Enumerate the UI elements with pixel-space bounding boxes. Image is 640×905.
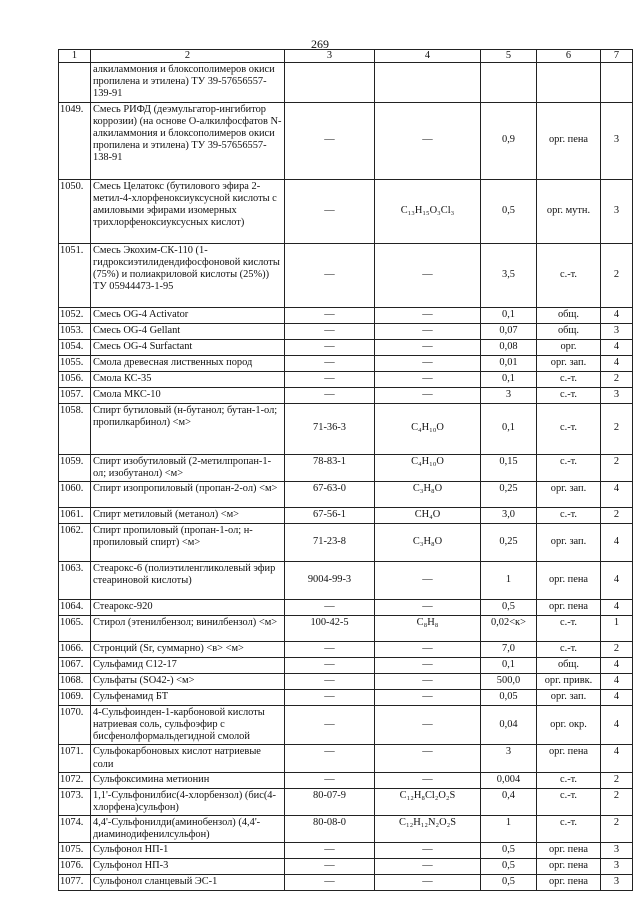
cas-number: — [285, 599, 375, 615]
hazard-class [601, 63, 633, 103]
hazard-class: 2 [601, 454, 633, 481]
cas-number: — [285, 673, 375, 689]
entry-number: 1049. [59, 102, 91, 179]
entry-number: 1059. [59, 454, 91, 481]
substance-name: 1,1'-Сульфонилбис(4-хлорбензол) (бис(4-хлорфена)сульфон) [91, 788, 285, 815]
hazard-class: 2 [601, 788, 633, 815]
chemical-formula: C₃H₈O [375, 523, 481, 561]
cas-number: 71-23-8 [285, 523, 375, 561]
hazard-class: 3 [601, 387, 633, 403]
cas-number: — [285, 657, 375, 673]
cas-number: — [285, 179, 375, 243]
page-number: 269 [311, 37, 329, 51]
entry-number: 1052. [59, 307, 91, 323]
hazard-class: 2 [601, 371, 633, 387]
chemical-formula: — [375, 599, 481, 615]
hazard-class: 4 [601, 355, 633, 371]
chemical-formula: — [375, 875, 481, 891]
entry-number: 1070. [59, 705, 91, 745]
substance-name: Смесь РИФД (деэмульгатор-ингибитор коррозии) (на основе О-алкилфосфатов N-алкиламмония и блоксополимеров окиси пропилена и этилена) ТУ 39-57656557-138-91 [91, 102, 285, 179]
concentration-value: 0,02<к> [481, 615, 537, 641]
hazard-indicator: с.-т. [537, 371, 601, 387]
entry-number: 1068. [59, 673, 91, 689]
entry-number: 1066. [59, 641, 91, 657]
hazard-class: 4 [601, 689, 633, 705]
entry-number: 1072. [59, 772, 91, 788]
cas-number: — [285, 705, 375, 745]
concentration-value: 0,25 [481, 481, 537, 507]
substance-name: Сульфокарбоновых кислот натриевые соли [91, 745, 285, 772]
entry-number: 1077. [59, 875, 91, 891]
hazard-indicator: орг. пена [537, 561, 601, 599]
cas-number: 80-08-0 [285, 816, 375, 843]
entry-number: 1076. [59, 859, 91, 875]
hazard-class: 4 [601, 307, 633, 323]
hazard-indicator: орг. пена [537, 859, 601, 875]
hazard-indicator: с.-т. [537, 615, 601, 641]
table-row [59, 243, 633, 307]
substance-name: Спирт изобутиловый (2-метилпропан-1-ол; изобутанол) <м> [91, 454, 285, 481]
table-row [59, 705, 633, 745]
chemical-formula: C₁₃H₁₅O₃Cl₃ [375, 179, 481, 243]
cas-number: — [285, 355, 375, 371]
hazard-indicator: орг. зап. [537, 523, 601, 561]
chemical-formula: — [375, 371, 481, 387]
concentration-value: 1 [481, 561, 537, 599]
table-row [59, 657, 633, 673]
table-row [59, 63, 633, 103]
table-row [59, 689, 633, 705]
substance-name: Сульфонол сланцевый ЭС-1 [91, 875, 285, 891]
concentration-value: 0,1 [481, 403, 537, 454]
cas-number: — [285, 859, 375, 875]
chemical-formula: CH₄O [375, 507, 481, 523]
header-col-7: 7 [601, 50, 633, 63]
chemical-formula: C₁₂H₁₂N₂O₂S [375, 816, 481, 843]
hazard-indicator: общ. [537, 657, 601, 673]
chemical-formula: — [375, 641, 481, 657]
table-row [59, 772, 633, 788]
table-row [59, 454, 633, 481]
table-row [59, 561, 633, 599]
table-row [59, 875, 633, 891]
entry-number: 1054. [59, 339, 91, 355]
table-row [59, 843, 633, 859]
entry-number: 1060. [59, 481, 91, 507]
table-row [59, 179, 633, 243]
chemical-formula: — [375, 102, 481, 179]
cas-number: 71-36-3 [285, 403, 375, 454]
entry-number: 1050. [59, 179, 91, 243]
hazard-class: 4 [601, 599, 633, 615]
hazard-class: 2 [601, 816, 633, 843]
substance-name: Смола МКС-10 [91, 387, 285, 403]
hazard-indicator: с.-т. [537, 788, 601, 815]
table-row [59, 403, 633, 454]
concentration-value: 0,5 [481, 599, 537, 615]
chemical-formula: — [375, 355, 481, 371]
concentration-value: 0,5 [481, 875, 537, 891]
header-col-3: 3 [285, 50, 375, 63]
hazard-indicator: с.-т. [537, 641, 601, 657]
table-row [59, 788, 633, 815]
table-row [59, 387, 633, 403]
concentration-value: 0,04 [481, 705, 537, 745]
chemical-formula: C₃H₈O [375, 481, 481, 507]
chemical-formula: — [375, 323, 481, 339]
concentration-value: 3 [481, 387, 537, 403]
table-row [59, 481, 633, 507]
cas-number: — [285, 307, 375, 323]
hazard-class: 4 [601, 561, 633, 599]
header-col-6: 6 [537, 50, 601, 63]
substance-name: Смола КС-35 [91, 371, 285, 387]
hazard-class: 3 [601, 875, 633, 891]
substance-name: Сульфоксимина метионин [91, 772, 285, 788]
substance-name: Спирт изопропиловый (пропан-2-ол) <м> [91, 481, 285, 507]
table-row [59, 507, 633, 523]
chemical-formula: — [375, 859, 481, 875]
substance-name: Сульфаты (SO42-) <м> [91, 673, 285, 689]
substance-name: Сульфонол НП-1 [91, 843, 285, 859]
substance-name: Стронций (Sr, суммарно) <в> <м> [91, 641, 285, 657]
substance-name: Спирт бутиловый (н-бутанол; бутан-1-ол; пропилкарбинол) <м> [91, 403, 285, 454]
table-header-row [59, 50, 633, 63]
cas-number: — [285, 387, 375, 403]
hazard-indicator: с.-т. [537, 816, 601, 843]
entry-number: 1058. [59, 403, 91, 454]
cas-number: 80-07-9 [285, 788, 375, 815]
cas-number: — [285, 243, 375, 307]
cas-number: 67-56-1 [285, 507, 375, 523]
hazard-class: 3 [601, 859, 633, 875]
hazard-class: 4 [601, 481, 633, 507]
concentration-value: 3,0 [481, 507, 537, 523]
substance-name: 4-Сульфоинден-1-карбоновой кислоты натриевая соль, сульфоэфир с бисфенолформальдегидной смолой [91, 705, 285, 745]
substance-name: Смола древесная лиственных пород [91, 355, 285, 371]
hazard-class: 2 [601, 403, 633, 454]
substance-name: Смесь OG-4 Gellant [91, 323, 285, 339]
table-row [59, 615, 633, 641]
cas-number [285, 63, 375, 103]
concentration-value: 7,0 [481, 641, 537, 657]
table-row [59, 859, 633, 875]
hazard-indicator: с.-т. [537, 772, 601, 788]
chemical-formula: — [375, 387, 481, 403]
header-col-4: 4 [375, 50, 481, 63]
header-col-5: 5 [481, 50, 537, 63]
cas-number: — [285, 745, 375, 772]
substance-name: Сульфенамид БТ [91, 689, 285, 705]
entry-number: 1061. [59, 507, 91, 523]
header-col-1: 1 [59, 50, 91, 63]
cas-number: 100-42-5 [285, 615, 375, 641]
hazard-class: 2 [601, 641, 633, 657]
concentration-value: 0,15 [481, 454, 537, 481]
concentration-value: 0,5 [481, 843, 537, 859]
hazard-indicator [537, 63, 601, 103]
header-col-2: 2 [91, 50, 285, 63]
hazard-indicator: с.-т. [537, 507, 601, 523]
entry-number: 1053. [59, 323, 91, 339]
concentration-value: 0,1 [481, 657, 537, 673]
entry-number: 1064. [59, 599, 91, 615]
entry-number: 1056. [59, 371, 91, 387]
cas-number: — [285, 102, 375, 179]
entry-number: 1051. [59, 243, 91, 307]
substance-name: Спирт метиловый (метанол) <м> [91, 507, 285, 523]
entry-number: 1074. [59, 816, 91, 843]
entry-number: 1055. [59, 355, 91, 371]
table-row [59, 523, 633, 561]
hazard-class: 4 [601, 705, 633, 745]
hazard-class: 4 [601, 339, 633, 355]
table-row [59, 323, 633, 339]
entry-number: 1073. [59, 788, 91, 815]
substance-name: Смесь OG-4 Activator [91, 307, 285, 323]
chemical-formula: — [375, 243, 481, 307]
hazard-indicator: общ. [537, 323, 601, 339]
concentration-value: 0,004 [481, 772, 537, 788]
substance-name: Смесь Экохим-СК-110 (1-гидроксиэтилидендифосфоновой кислоты (75%) и полиакриловой кислоты (25%)) ТУ 05944473-1-95 [91, 243, 285, 307]
chemical-formula: — [375, 339, 481, 355]
cas-number: 67-63-0 [285, 481, 375, 507]
hazard-indicator: орг. привк. [537, 673, 601, 689]
chemical-formula: C₄H₁₀O [375, 454, 481, 481]
concentration-value: 3 [481, 745, 537, 772]
concentration-value: 3,5 [481, 243, 537, 307]
cas-number: 9004-99-3 [285, 561, 375, 599]
table-row [59, 745, 633, 772]
chemical-formula: — [375, 561, 481, 599]
table-row [59, 339, 633, 355]
concentration-value: 500,0 [481, 673, 537, 689]
hazard-indicator: орг. пена [537, 745, 601, 772]
chemical-formula: — [375, 657, 481, 673]
hazard-indicator: с.-т. [537, 243, 601, 307]
concentration-value: 0,5 [481, 179, 537, 243]
hazard-indicator: орг. зап. [537, 481, 601, 507]
chemical-formula [375, 63, 481, 103]
chemical-formula: C₁₂H₈Cl₂O₂S [375, 788, 481, 815]
hazard-indicator: с.-т. [537, 403, 601, 454]
cas-number: — [285, 843, 375, 859]
table-row [59, 816, 633, 843]
hazard-class: 4 [601, 523, 633, 561]
concentration-value: 1 [481, 816, 537, 843]
substance-name: Спирт пропиловый (пропан-1-ол; н-пропиловый спирт) <м> [91, 523, 285, 561]
entry-number: 1075. [59, 843, 91, 859]
concentration-value: 0,1 [481, 371, 537, 387]
entry-number: 1071. [59, 745, 91, 772]
cas-number: — [285, 689, 375, 705]
hazard-class: 3 [601, 179, 633, 243]
entry-number: 1063. [59, 561, 91, 599]
substance-name: Сульфамид С12-17 [91, 657, 285, 673]
hazard-indicator: орг. пена [537, 843, 601, 859]
hazard-class: 3 [601, 102, 633, 179]
table-row [59, 307, 633, 323]
chemical-formula: C₄H₁₀O [375, 403, 481, 454]
cas-number: 78-83-1 [285, 454, 375, 481]
entry-number: 1062. [59, 523, 91, 561]
concentration-value: 0,5 [481, 859, 537, 875]
chemical-formula: — [375, 843, 481, 859]
substance-name: Стеарокс-6 (полиэтиленгликолевый эфир стеариновой кислоты) [91, 561, 285, 599]
concentration-value: 0,01 [481, 355, 537, 371]
hazard-indicator: с.-т. [537, 387, 601, 403]
table-row [59, 102, 633, 179]
table-row [59, 371, 633, 387]
cas-number: — [285, 339, 375, 355]
cas-number: — [285, 875, 375, 891]
concentration-value: 0,25 [481, 523, 537, 561]
hazard-indicator: орг. мутн. [537, 179, 601, 243]
concentration-value [481, 63, 537, 103]
cas-number: — [285, 772, 375, 788]
chemical-formula: — [375, 745, 481, 772]
entry-number: 1069. [59, 689, 91, 705]
table-row [59, 355, 633, 371]
substance-name: Смесь Целатокс (бутилового эфира 2-метил-4-хлорфеноксиуксусной кислоты с амиловыми эфирами изомерных трихлорфеноксиуксусных кислот) [91, 179, 285, 243]
hazard-indicator: орг. [537, 339, 601, 355]
table-row [59, 599, 633, 615]
entry-number: 1065. [59, 615, 91, 641]
hazard-class: 4 [601, 745, 633, 772]
entry-number: 1067. [59, 657, 91, 673]
table-row [59, 673, 633, 689]
hazard-indicator: орг. окр. [537, 705, 601, 745]
hazard-indicator: орг. пена [537, 102, 601, 179]
chemical-formula: — [375, 307, 481, 323]
entry-number: 1057. [59, 387, 91, 403]
hazard-indicator: орг. пена [537, 875, 601, 891]
concentration-value: 0,07 [481, 323, 537, 339]
hazard-class: 3 [601, 323, 633, 339]
hazard-class: 2 [601, 243, 633, 307]
hazard-indicator: общ. [537, 307, 601, 323]
cas-number: — [285, 641, 375, 657]
substance-name: Сульфонол НП-3 [91, 859, 285, 875]
hazard-class: 4 [601, 673, 633, 689]
hazard-class: 3 [601, 843, 633, 859]
concentration-value: 0,9 [481, 102, 537, 179]
substance-name: алкиламмония и блоксополимеров окиси пропилена и этилена) ТУ 39-57656557-139-91 [91, 63, 285, 103]
substance-name: 4,4'-Сульфонилди(аминобензол) (4,4'-диаминодифенилсульфон) [91, 816, 285, 843]
chemical-formula: — [375, 772, 481, 788]
entry-number [59, 63, 91, 103]
hazard-class: 1 [601, 615, 633, 641]
chemical-formula: — [375, 705, 481, 745]
substance-name: Стирол (этенилбензол; винилбензол) <м> [91, 615, 285, 641]
substance-table [58, 49, 633, 891]
hazard-indicator: орг. пена [537, 599, 601, 615]
concentration-value: 0,05 [481, 689, 537, 705]
chemical-formula: C₈H₈ [375, 615, 481, 641]
concentration-value: 0,08 [481, 339, 537, 355]
hazard-indicator: орг. зап. [537, 689, 601, 705]
table-row [59, 641, 633, 657]
substance-name: Смесь OG-4 Surfactant [91, 339, 285, 355]
hazard-indicator: орг. зап. [537, 355, 601, 371]
hazard-class: 4 [601, 657, 633, 673]
hazard-indicator: с.-т. [537, 454, 601, 481]
substance-name: Стеарокс-920 [91, 599, 285, 615]
cas-number: — [285, 371, 375, 387]
hazard-class: 2 [601, 772, 633, 788]
chemical-formula: — [375, 689, 481, 705]
concentration-value: 0,1 [481, 307, 537, 323]
chemical-formula: — [375, 673, 481, 689]
concentration-value: 0,4 [481, 788, 537, 815]
hazard-class: 2 [601, 507, 633, 523]
cas-number: — [285, 323, 375, 339]
